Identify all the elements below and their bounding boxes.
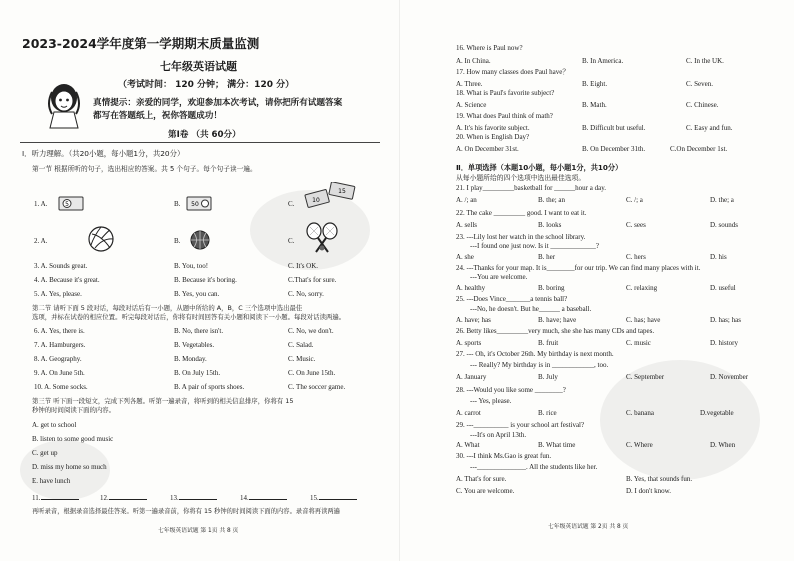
q23-text: 23. ---Lily lost her watch in the school library. (456, 233, 586, 241)
q8-option-b: B. Monday. (174, 355, 207, 363)
q19-option-a: A. It's his favorite subject. (456, 124, 530, 132)
q9-option-b: B. On July 15th. (174, 369, 221, 377)
blank-number: 15. (310, 494, 319, 502)
q21-option-d: D. the; a (710, 196, 734, 204)
q30-option-a: A. That's for sure. (456, 475, 507, 483)
q25-text-2: ---No, he doesn't. But he______ a baseball. (470, 305, 592, 313)
q16-option-a: A. In China. (456, 57, 491, 65)
order-item-c: C. get up (32, 449, 58, 457)
q24-option-a: A. healthy (456, 284, 486, 292)
order-item-b: B. listen to some good music (32, 435, 114, 443)
part1-header: 第Ⅰ卷 （共 60分） (168, 130, 241, 140)
answer-line[interactable] (179, 492, 217, 500)
q17-option-b: B. Eight. (582, 80, 608, 88)
q27-text: 27. --- Oh, it's October 26th. My birthday is next month. (456, 350, 614, 358)
order-blank-11[interactable] (32, 492, 79, 503)
exam-info: （考试时间： 120 分钟； 满分：120 分） (118, 80, 295, 90)
q23-option-b: B. her (538, 253, 556, 261)
q25-option-d: D. has; has (710, 316, 741, 324)
section2-intro-2: 选项，并标在试卷的相应位置。听完每段对话后，你将有时间回答有关小题和阅读下一小题。每段对话读两遍。 (32, 313, 346, 321)
q20-option-a: A. On December 31st. (456, 145, 519, 153)
q28-option-d: D.vegetable (700, 409, 734, 417)
q27-text-2: --- Really? My birthday is in ____________, too. (470, 361, 609, 369)
q30-option-b: B. Yes, that sounds fun. (626, 475, 693, 483)
q6-option-b: B. No, there isn't. (174, 327, 224, 335)
q30-option-d: D. I don't know. (626, 487, 671, 495)
q30-text: 30. ---I think Ms.Gao is great fun. (456, 452, 552, 460)
q3-option-c: C. It's OK. (288, 262, 319, 270)
q18-option-c: C. Chinese. (686, 101, 719, 109)
q26-option-b: B. fruit (538, 339, 559, 347)
page-footer-right: 七年级英语试题 第 2页 共 8 页 (548, 524, 629, 530)
q24-option-d: D. useful (710, 284, 736, 292)
q21-option-b: B. the; an (538, 196, 566, 204)
q21-option-c: C. /; a (626, 196, 643, 204)
grammar-intro: 从每小题所给的四个选项中选出最佳选项。 (456, 174, 586, 182)
order-blank-15[interactable] (310, 492, 357, 503)
q23-option-d: D. his (710, 253, 727, 261)
q29-option-d: D. When (710, 441, 736, 449)
q17-option-c: C. Seven. (686, 80, 714, 88)
q16-option-c: C. In the UK. (686, 57, 724, 65)
q26-option-c: C. music (626, 339, 651, 347)
q28-text: 28. ---Would you like some ________? (456, 386, 566, 394)
tip-line-2: 都写在答题纸上，祝你答题成功！ (93, 111, 222, 121)
q10-option-c: C. The soccer game. (288, 383, 346, 391)
q23-option-a: A. she (456, 253, 474, 261)
q3-option-a: 3. A. Sounds great. (34, 262, 88, 270)
section2-intro-1: 第二节 请听下面 5 段对话，每段对话后有一小题，从题中所给的 A，B，C 三个选项中选出最佳 (32, 304, 303, 312)
q25-text: 25. ---Does Vince_______a tennis ball? (456, 295, 568, 303)
q21-option-a: A. /; an (456, 196, 477, 204)
answer-line[interactable] (41, 492, 79, 500)
order-blank-13[interactable] (170, 492, 217, 503)
q7-option-b: B. Vegetables. (174, 341, 215, 349)
blank-number: 12. (100, 494, 109, 502)
svg-text:5: 5 (65, 201, 69, 208)
section3-intro-1: 第三节 听下面一段短文，完成下列各题。听第一遍录音，将听到的相关信息排序，你将有 15 (32, 397, 294, 405)
q24-option-b: B. boring (538, 284, 565, 292)
q25-option-a: A. have; has (456, 316, 491, 324)
q18-option-a: A. Science (456, 101, 487, 109)
q28-option-b: B. rice (538, 409, 557, 417)
q24-text: 24. ---Thanks for your map. It is________for our trip. We can find many places with it. (456, 264, 701, 272)
q5-option-a: 5. A. Yes, please. (34, 290, 82, 298)
svg-text:50: 50 (191, 201, 199, 208)
q25-option-b: B. have; have (538, 316, 577, 324)
q26-option-a: A. sports (456, 339, 482, 347)
q29-option-b: B. What time (538, 441, 576, 449)
q19-text: 19. What does Paul think of math? (456, 112, 553, 120)
order-item-a: A. get to school (32, 421, 77, 429)
tip-line-1: 真情提示：亲爱的同学，欢迎参加本次考试，请你把所有试题答案 (93, 98, 343, 108)
q25-option-c: C. has; have (626, 316, 661, 324)
q26-text: 26. Betty likes_________very much, she she has many CDs and tapes. (456, 327, 655, 335)
q22-option-a: A. sells (456, 221, 477, 229)
q26-option-d: D. history (710, 339, 738, 347)
q16-text: 16. Where is Paul now? (456, 44, 523, 52)
q22-option-d: D. sounds (710, 221, 739, 229)
fifty-dollar-bill-icon (186, 195, 212, 213)
q22-text: 22. The cake _________ good. I want to eat it. (456, 209, 587, 217)
q23-option-c: C. hers (626, 253, 646, 261)
q2-label-b: B. (174, 237, 181, 245)
section1-intro: 第一节 根据所听的句子，选出相应的答案。共 5 个句子。每个句子读一遍。 (32, 165, 257, 173)
q27-option-d: D. November (710, 373, 749, 381)
volleyball-icon (88, 226, 114, 252)
divider (20, 142, 380, 143)
exam-subtitle: 七年级英语试题 (160, 60, 237, 73)
q30-text-2: ---______________. All the students like her. (470, 463, 598, 471)
q18-option-b: B. Math. (582, 101, 607, 109)
q27-option-a: A. January (456, 373, 487, 381)
q22-option-c: C. sees (626, 221, 646, 229)
q8-option-c: C. Music. (288, 355, 316, 363)
answer-line[interactable] (319, 492, 357, 500)
q1-label-b: B. (174, 200, 181, 208)
q19-option-c: C. Easy and fun. (686, 124, 733, 132)
svg-text:10: 10 (312, 197, 320, 204)
blank-number: 11. (32, 494, 41, 502)
q24-text-2: ---You are welcome. (470, 273, 528, 281)
listening-header: Ⅰ．听力理解。（共20小题，每小题1分，共20分） (22, 149, 185, 158)
q1-label-a: 1. A. (34, 200, 48, 208)
q29-option-a: A. What (456, 441, 480, 449)
section3-intro-2: 秒钟的时间阅读下面的内容。 (32, 406, 116, 414)
q23-text-2: ---I found one just now. Is it _____________? (470, 242, 600, 250)
q27-option-c: C. September (626, 373, 665, 381)
q28-option-a: A. carrot (456, 409, 481, 417)
q9-option-c: C. On June 15th. (288, 369, 336, 377)
q1-label-c: C. (288, 200, 295, 208)
order-blank-14[interactable] (240, 492, 287, 503)
q17-option-a: A. Three. (456, 80, 483, 88)
answer-line[interactable] (249, 492, 287, 500)
q3-option-b: B. You, too! (174, 262, 209, 270)
q17-text: 17. How many classes does Paul have？ (456, 68, 570, 76)
q6-option-c: C. No, we don't. (288, 327, 334, 335)
q7-option-a: 7. A. Hamburgers. (34, 341, 86, 349)
page-footer-left: 七年级英语试题 第 1页 共 8 页 (158, 528, 239, 534)
q19-option-b: B. Difficult but useful. (582, 124, 646, 132)
five-dollar-bill-icon (58, 195, 84, 213)
basketball-icon (190, 230, 210, 250)
q4-option-a: 4. A. Because it's great. (34, 276, 100, 284)
q18-text: 18. What is Paul's favorite subject? (456, 89, 555, 97)
blank-number: 14. (240, 494, 249, 502)
q6-option-a: 6. A. Yes, there is. (34, 327, 85, 335)
q7-option-c: C. Salad. (288, 341, 314, 349)
q4-option-b: B. Because it's boring. (174, 276, 237, 284)
order-item-e: E. have lunch (32, 477, 71, 485)
q20-text: 20. When is English Day? (456, 133, 530, 141)
q20-option-b: B. On December 31th. (582, 145, 646, 153)
q27-option-b: B. July (538, 373, 558, 381)
q5-option-b: B. Yes, you can. (174, 290, 220, 298)
q21-text: 21. I play_________basketball for ______hour a day. (456, 184, 607, 192)
q16-option-b: B. In America. (582, 57, 624, 65)
grammar-header: Ⅱ．单项选择（本题10小题，每小题1分，共10分） (456, 163, 623, 172)
q28-option-c: C. banana (626, 409, 654, 417)
q9-option-a: 9. A. On June 5th. (34, 369, 85, 377)
cartoon-girl-icon (44, 80, 88, 130)
q8-option-a: 8. A. Geography. (34, 355, 82, 363)
svg-text:15: 15 (338, 188, 346, 195)
answer-line[interactable] (109, 492, 147, 500)
q29-text-2: ---It's on April 13th. (470, 431, 527, 439)
q20-option-c: C.On December 1st. (670, 145, 728, 153)
q29-option-c: C. Where (626, 441, 653, 449)
section3-second-intro: 再听录音，根据录音选择最佳答案。听第一遍录音前，你将有 15 秒钟的时间阅读下面的内容。录音将再读两遍 (32, 508, 340, 515)
q24-option-c: C. relaxing (626, 284, 658, 292)
banknotes-icon (304, 182, 362, 216)
q28-text-2: --- Yes, please. (470, 397, 512, 405)
exam-title: 2023-2024学年度第一学期期末质量监测 (22, 36, 260, 51)
q2-label-a: 2. A. (34, 237, 48, 245)
tennis-rackets-icon (302, 222, 342, 254)
blank-number: 13. (170, 494, 179, 502)
q10-option-b: B. A pair of sports shoes. (174, 383, 245, 391)
q30-option-c: C. You are welcome. (456, 487, 515, 495)
q2-label-c: C. (288, 237, 295, 245)
q4-option-c: C.That's for sure. (288, 276, 337, 284)
right-page (400, 0, 794, 561)
q10-option-a: 10. A. Some socks. (34, 383, 88, 391)
order-item-d: D. miss my home so much (32, 463, 107, 471)
order-blank-12[interactable] (100, 492, 147, 503)
q29-text: 29. ---__________ is your school art festival? (456, 421, 585, 429)
q22-option-b: B. looks (538, 221, 562, 229)
q5-option-c: C. No, sorry. (288, 290, 324, 298)
